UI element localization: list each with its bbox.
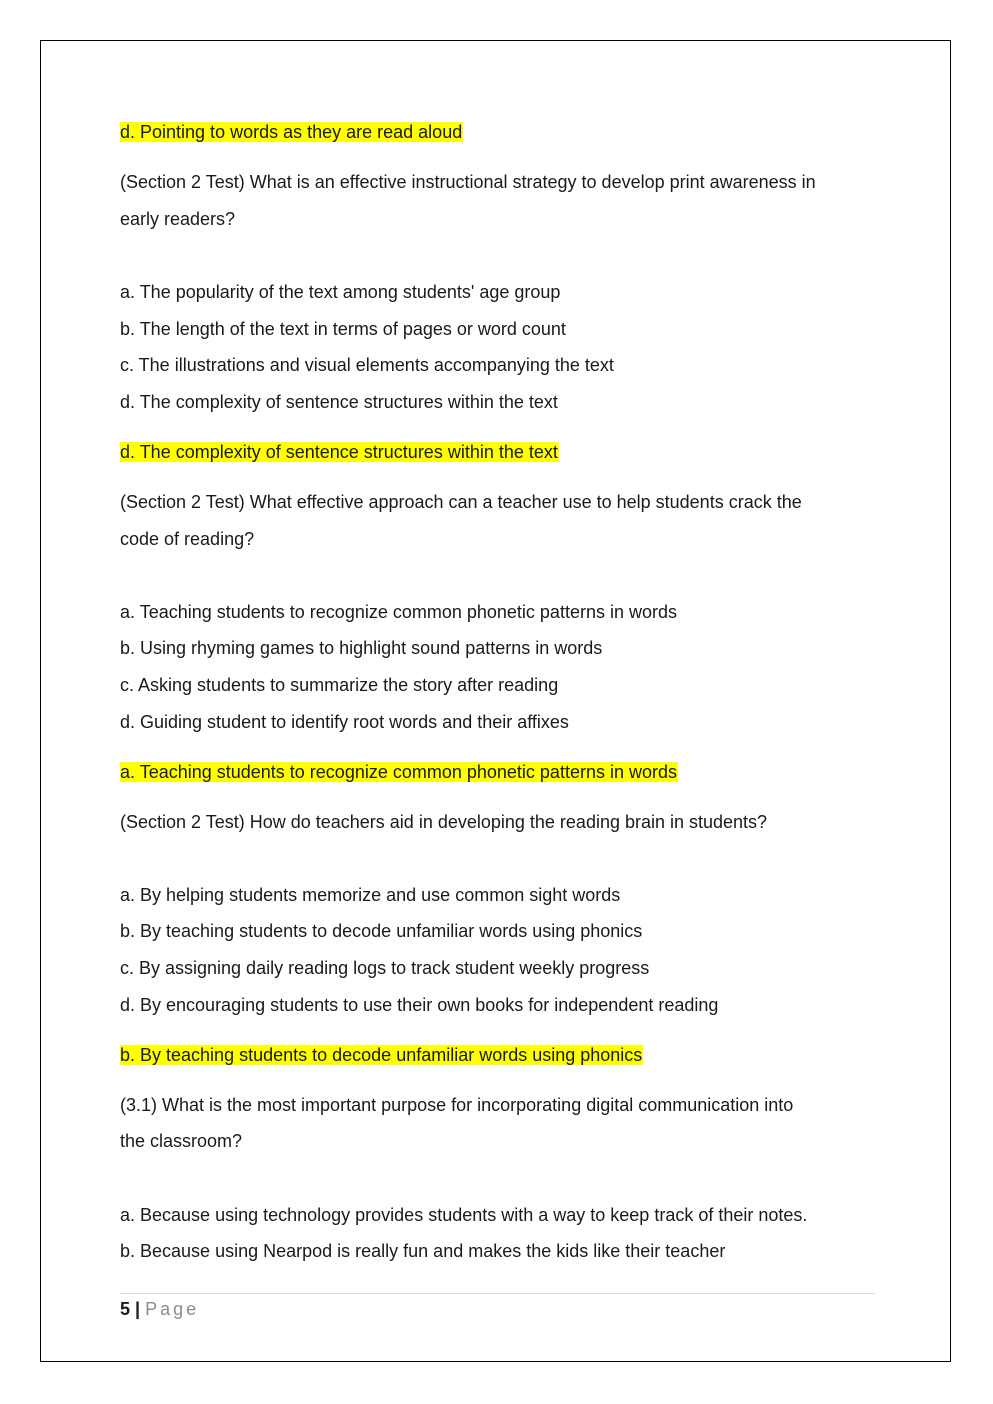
- option-item: a. The popularity of the text among students' age group: [120, 282, 561, 302]
- option-item: b. Because using Nearpod is really fun and makes the kids like their teacher: [120, 1241, 726, 1261]
- question-text: code of reading?: [120, 529, 255, 549]
- option-item: c. The illustrations and visual elements accompanying the text: [120, 355, 614, 375]
- option-item: c. Asking students to summarize the story after reading: [120, 675, 559, 695]
- option-item: a. Because using technology provides students with a way to keep track of their notes.: [120, 1205, 808, 1225]
- page-number: 5: [120, 1299, 131, 1319]
- answer-highlight: b. By teaching students to decode unfamiliar words using phonics: [120, 1045, 643, 1065]
- option-item: d. Guiding student to identify root words and their affixes: [120, 712, 569, 732]
- option-item: d. The complexity of sentence structures within the text: [120, 392, 558, 412]
- option-item: b. By teaching students to decode unfamiliar words using phonics: [120, 921, 643, 941]
- question-text: (Section 2 Test) How do teachers aid in developing the reading brain in students?: [120, 812, 768, 832]
- question-text: (Section 2 Test) What is an effective instructional strategy to develop print awareness in: [120, 172, 816, 192]
- page-footer: [120, 1297, 199, 1321]
- option-item: c. By assigning daily reading logs to track student weekly progress: [120, 958, 650, 978]
- question-text: (3.1) What is the most important purpose for incorporating digital communication into: [120, 1095, 794, 1115]
- footer-separator: |: [135, 1299, 141, 1319]
- answer-highlight: a. Teaching students to recognize common phonetic patterns in words: [120, 762, 677, 782]
- option-item: a. Teaching students to recognize common phonetic patterns in words: [120, 602, 677, 622]
- option-item: a. By helping students memorize and use common sight words: [120, 885, 621, 905]
- page-label: Page: [145, 1299, 200, 1319]
- option-item: d. By encouraging students to use their own books for independent reading: [120, 995, 719, 1015]
- question-text: the classroom?: [120, 1131, 243, 1151]
- answer-highlight: d. The complexity of sentence structures within the text: [120, 442, 558, 462]
- question-text: early readers?: [120, 209, 236, 229]
- footer-divider: [120, 1293, 875, 1294]
- option-item: b. The length of the text in terms of pages or word count: [120, 319, 566, 339]
- answer-highlight: d. Pointing to words as they are read aloud: [120, 122, 463, 142]
- question-text: (Section 2 Test) What effective approach can a teacher use to help students crack the: [120, 492, 802, 512]
- page-border: [40, 40, 951, 1362]
- option-item: b. Using rhyming games to highlight sound patterns in words: [120, 638, 603, 658]
